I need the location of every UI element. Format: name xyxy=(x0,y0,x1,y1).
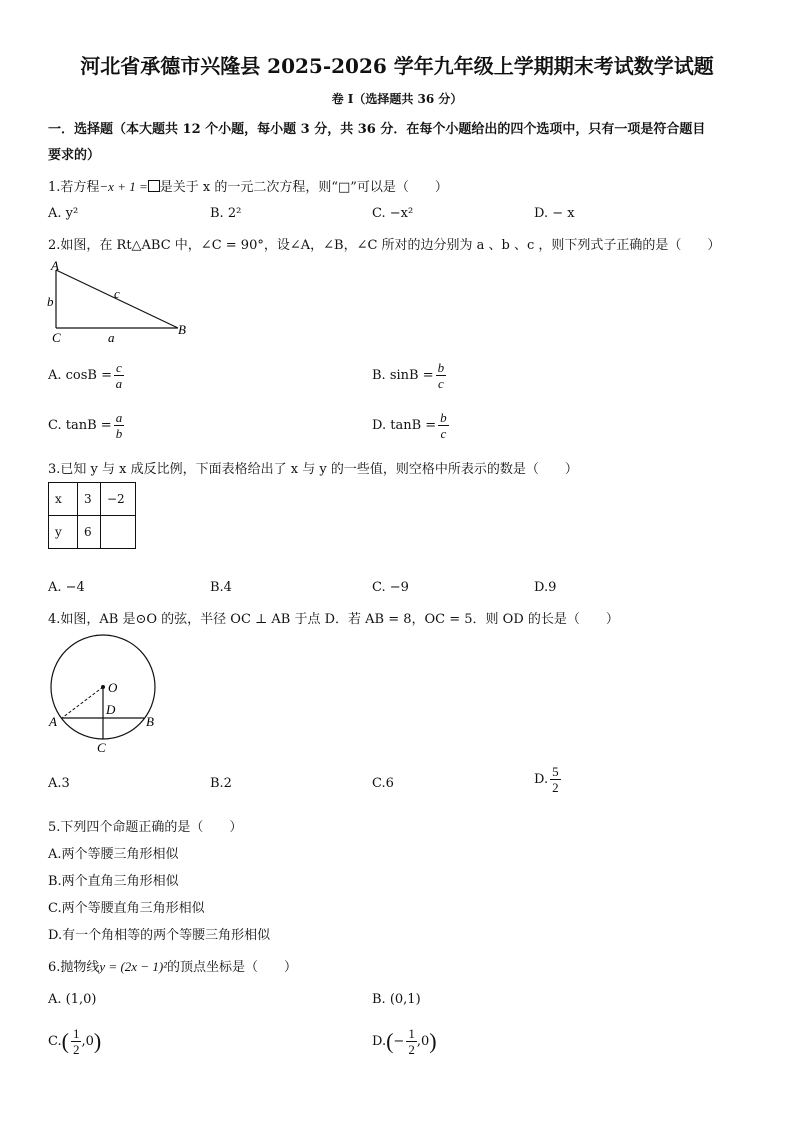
q5-option-c[interactable]: C.两个等腰直角三角形相似 xyxy=(48,901,205,916)
q5-option-b[interactable]: B.两个直角三角形相似 xyxy=(48,874,179,889)
q3-option-d[interactable]: D.9 xyxy=(534,580,557,595)
q5-option-a[interactable]: A.两个等腰三角形相似 xyxy=(48,847,179,862)
question-3-stem: 3.已知 y 与 x 成反比例，下面表格给出了 x 与 y 的一些值，则空格中所表示的数是（ ） xyxy=(48,462,578,477)
q4-option-a[interactable]: A.3 xyxy=(48,776,70,791)
q2-option-b[interactable]: B. sinB = $\frac{b}{c}$ xyxy=(372,360,445,391)
q1-equation: −x + 1 = xyxy=(99,179,148,194)
side-b-label: b xyxy=(47,294,54,309)
point-a-label: A xyxy=(49,714,57,729)
q1-option-c[interactable]: C. −x² xyxy=(372,206,414,221)
point-d-label: D xyxy=(106,702,116,717)
q2-option-d[interactable]: D. tanB = $\frac{b}{c}$ xyxy=(372,410,447,441)
q4-option-c[interactable]: C.6 xyxy=(372,776,394,791)
q3-option-a[interactable]: A. −4 xyxy=(48,580,85,595)
section-heading-line2: 要求的） xyxy=(48,148,101,163)
table-cell: x xyxy=(49,483,78,516)
vertex-c-label: C xyxy=(52,330,61,344)
page-title: 河北省承德市兴隆县 2025-2026 学年九年级上学期期末考试数学试题 xyxy=(80,54,714,78)
vertex-b-label: B xyxy=(178,322,186,337)
point-c-label: C xyxy=(97,740,106,755)
table-cell: 6 xyxy=(78,516,101,549)
side-c-label: c xyxy=(114,286,120,301)
right-triangle-figure xyxy=(44,258,194,344)
q3-option-b[interactable]: B.4 xyxy=(210,580,232,595)
q4-option-d[interactable]: D. $\frac{5}{2}$ xyxy=(534,764,559,795)
table-cell: 3 xyxy=(78,483,101,516)
xy-value-table xyxy=(48,482,136,549)
blank-square-icon xyxy=(148,180,160,192)
q1-option-b[interactable]: B. 2² xyxy=(210,206,242,221)
table-cell-blank xyxy=(101,516,136,549)
q6-equation: y = (2x − 1)² xyxy=(99,959,168,974)
q1-option-a[interactable]: A. y² xyxy=(48,206,79,221)
question-1-stem: 1.若方程−x + 1 = 是关于 x 的一元二次方程，则“□”可以是（ ） xyxy=(48,179,448,195)
question-5-stem: 5.下列四个命题正确的是（ ） xyxy=(48,820,243,835)
q3-option-c[interactable]: C. −9 xyxy=(372,580,409,595)
center-o-label: O xyxy=(108,680,118,695)
side-a-label: a xyxy=(108,330,115,344)
question-4-stem: 4.如图，AB 是⊙O 的弦，半径 OC ⊥ AB 于点 D．若 AB = 8，OC = 5．则 OD 的长是（ ） xyxy=(48,612,619,627)
q2-option-c[interactable]: C. tanB = $\frac{a}{b}$ xyxy=(48,410,123,441)
page-subtitle: 卷 I（选择题共 36 分） xyxy=(331,92,463,106)
q6-option-a[interactable]: A. (1,0) xyxy=(48,992,97,1007)
point-b-label: B xyxy=(146,714,154,729)
q2-option-a[interactable]: A. cosB = $\frac{c}{a}$ xyxy=(48,360,123,391)
q1-option-d[interactable]: D. − x xyxy=(534,206,575,221)
table-cell: y xyxy=(49,516,78,549)
section-heading-line1: 一．选择题（本大题共 12 个小题，每小题 3 分，共 36 分．在每个小题给出的四个选项中，只有一项是符合题目 xyxy=(48,122,706,137)
q4-option-b[interactable]: B.2 xyxy=(210,776,232,791)
q6-option-c[interactable]: C.( $\frac{1}{2}$ ,0) xyxy=(48,1026,102,1057)
table-cell: −2 xyxy=(101,483,136,516)
vertex-a-label: A xyxy=(51,258,59,273)
question-6-stem: 6.抛物线y = (2x − 1)²的顶点坐标是（ ） xyxy=(48,959,298,975)
question-2-stem: 2.如图，在 Rt△ABC 中，∠C = 90°，设∠A，∠B，∠C 所对的边分别为 a 、b 、c ，则下列式子正确的是（ ） xyxy=(48,238,721,253)
q6-option-b[interactable]: B. (0,1) xyxy=(372,992,421,1007)
q6-option-d[interactable]: D.(− $\frac{1}{2}$ ,0) xyxy=(372,1026,437,1057)
q5-option-d[interactable]: D.有一个角相等的两个等腰三角形相似 xyxy=(48,928,271,943)
circle-chord-figure xyxy=(44,630,168,756)
